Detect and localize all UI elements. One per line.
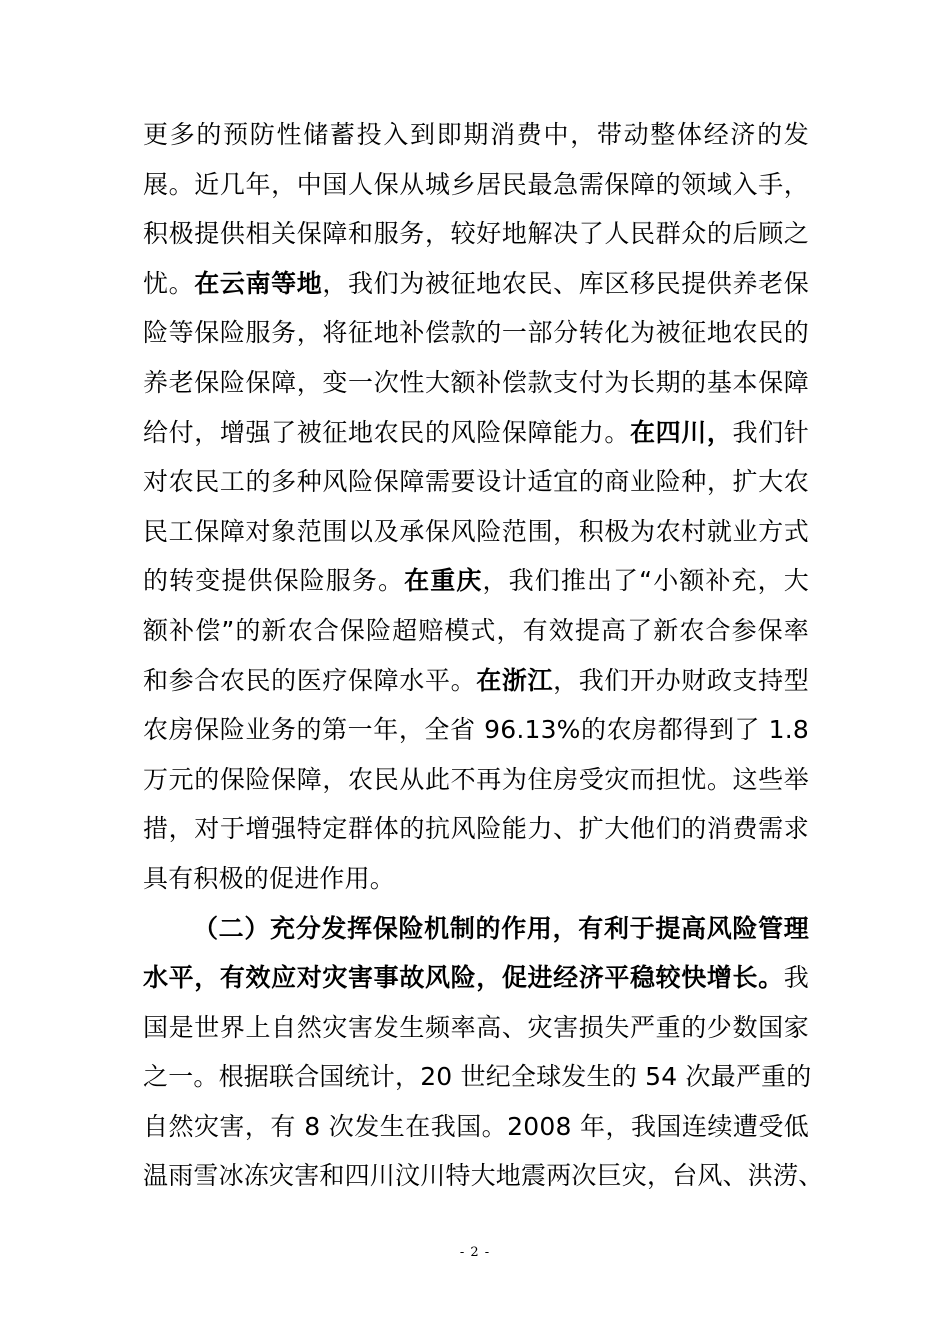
text-line [143, 953, 809, 1003]
text-run: 农房保险业务的第一年，全省 96.13%的农房都得到了 1.8 [143, 715, 809, 745]
body-text [143, 110, 824, 1201]
text-run: 险等保险服务，将征地补偿款的一部分转化为被征地农民的 [143, 318, 809, 348]
text-line [143, 358, 809, 408]
text-line [143, 556, 809, 606]
text-run: 展。近几年，中国人保从城乡居民最急需保障的领域入手， [143, 169, 809, 199]
text-run: 忧。 [143, 268, 195, 298]
text-line [143, 1151, 824, 1201]
text-line [143, 656, 809, 706]
bold-text-run: 在四川， [629, 417, 733, 447]
text-run: 积极提供相关保障和服务，较好地解决了人民群众的后顾之 [143, 219, 809, 249]
text-run: 措，对于增强特定群体的抗风险能力、扩大他们的消费需求 [143, 814, 809, 844]
text-run: 民工保障对象范围以及承保风险范围，积极为农村就业方式 [143, 516, 809, 546]
text-line [143, 209, 809, 259]
text-run: 国是世界上自然灾害发生频率高、灾害损失严重的少数国家 [143, 1012, 809, 1042]
bold-text-run: 在云南等地 [194, 268, 323, 298]
text-line [143, 705, 809, 755]
text-run: 自然灾害，有 8 次发生在我国。2008 年，我国连续遭受低 [143, 1111, 809, 1141]
text-line [143, 110, 809, 160]
text-line [143, 507, 809, 557]
text-line [143, 606, 809, 656]
text-line [143, 755, 809, 805]
text-line [143, 457, 809, 507]
text-line [143, 854, 809, 904]
text-run: 具有积极的促进作用。 [143, 863, 396, 893]
text-run: 我 [783, 963, 809, 993]
text-run: 温雨雪冰冻灾害和四川汶川特大地震两次巨灾，台风、洪涝、 [143, 1161, 824, 1191]
bold-text-run: 水平，有效应对灾害事故风险，促进经济平稳较快增长。 [143, 963, 784, 993]
text-run: 给付，增强了被征地农民的风险保障能力。 [143, 417, 630, 447]
text-run: 和参合农民的医疗保障水平。 [143, 665, 477, 695]
text-run: 养老保险保障，变一次性大额补偿款支付为长期的基本保障 [143, 367, 809, 397]
text-run: ，我们开办财政支持型 [553, 665, 809, 695]
text-line [143, 408, 809, 458]
text-run: 额补偿”的新农合保险超赔模式，有效提高了新农合参保率 [143, 615, 809, 645]
text-run: 万元的保险保障，农民从此不再为住房受灾而担忧。这些举 [143, 764, 809, 794]
text-run: 的转变提供保险服务。 [143, 566, 405, 596]
bold-text-run: （二）充分发挥保险机制的作用，有利于提高风险管理 [193, 913, 809, 943]
text-line [143, 1102, 809, 1152]
text-run: ，我们推出了“小额补充，大 [482, 566, 809, 596]
text-line [143, 804, 809, 854]
bold-text-run: 在重庆 [404, 566, 483, 596]
text-run: 对农民工的多种风险保障需要设计适宜的商业险种，扩大农 [143, 467, 809, 497]
bold-text-run: 在浙江 [476, 665, 554, 695]
text-run: ，我们为被征地农民、库区移民提供养老保 [322, 268, 809, 298]
text-run: 更多的预防性储蓄投入到即期消费中，带动整体经济的发 [143, 120, 809, 149]
page-number: - 2 - [459, 1245, 491, 1260]
text-run: 之一。根据联合国统计，20 世纪全球发生的 54 次最严重的 [143, 1062, 812, 1092]
text-line [143, 904, 809, 954]
text-run: 我们针 [732, 417, 809, 447]
text-line [143, 1003, 809, 1053]
text-line [143, 308, 809, 358]
text-line [143, 160, 809, 210]
text-line [143, 1052, 812, 1102]
text-line [143, 259, 809, 309]
